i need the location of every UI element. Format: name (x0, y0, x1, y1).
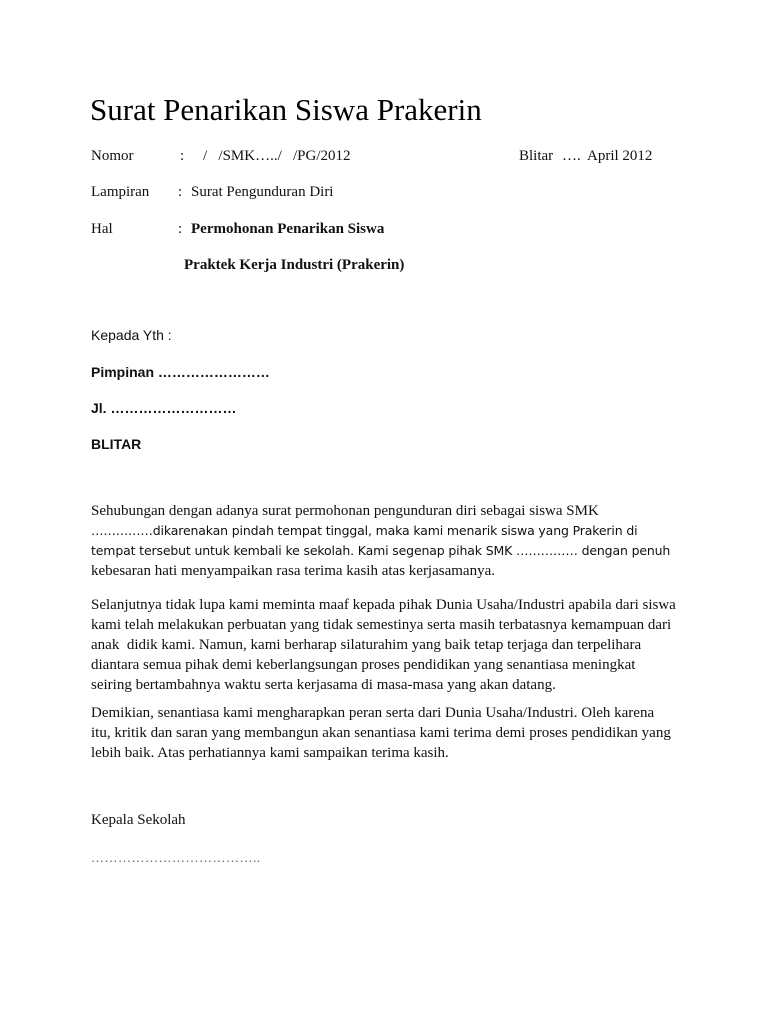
recipient-city: BLITAR (91, 436, 142, 452)
nomor-value: / /SMK…../ /PG/2012 (203, 148, 351, 164)
signature-name-placeholder: ……………………………….. (91, 850, 261, 865)
recipient-address (91, 398, 236, 419)
hal-subject-line1: Permohonan Penarikan Siswa (191, 221, 385, 237)
paragraph-2-line-3: anak didik kami. Namun, kami berharap silaturahim yang baik tetap terjaga dan terpelihara (91, 637, 642, 653)
place-city: Blitar (519, 148, 554, 164)
body-paragraph-1 (91, 501, 691, 581)
nomor-label: Nomor (91, 148, 134, 164)
body-paragraph-2 (91, 595, 691, 695)
paragraph-1-line-3-dots: …………… (515, 543, 578, 558)
page-title: Surat Penarikan Siswa Prakerin (90, 92, 482, 127)
recipient-pimpinan (91, 362, 270, 383)
paragraph-1-line-4: kebesaran hati menyampaikan rasa terima kasih atas kerjasamanya. (91, 563, 495, 579)
paragraph-2-line-5: seiring bertambahnya waktu serta kerjasama di masa-masa yang akan datang. (91, 677, 556, 693)
hal-separator: : (178, 221, 183, 237)
paragraph-3-line-3: lebih baik. Atas perhatiannya kami sampaikan terima kasih. (91, 745, 449, 761)
paragraph-1-line-2 (91, 521, 691, 541)
paragraph-1-line-2-dots: …………… (91, 523, 153, 538)
recipient-address-text: Jl. ……………………… (91, 400, 237, 416)
signature-role: Kepala Sekolah (91, 812, 186, 828)
lampiran-separator: : (178, 184, 183, 200)
recipient-pimpinan-text: Pimpinan …………………… (91, 364, 270, 380)
paragraph-1-line-3-text-a: tempat tersebut untuk kembali ke sekolah. Kami segenap pihak SMK (91, 543, 513, 558)
paragraph-1-line-2-text: dikarenakan pindah tempat tinggal, maka kami menarik siswa yang Prakerin di (152, 523, 638, 538)
paragraph-1-line-1: Sehubungan dengan adanya surat permohonan pengunduran diri sebagai siswa SMK (91, 503, 599, 519)
paragraph-1-line-3 (91, 541, 691, 561)
paragraph-2-line-2: kami telah melakukan perbuatan yang tidak semestinya serta masih terbatasnya kemampuan dari (91, 617, 672, 633)
lampiran-label: Lampiran (91, 184, 150, 200)
paragraph-1-line-3-text-b: dengan penuh (581, 543, 671, 558)
paragraph-3-line-1: Demikian, senantiasa kami mengharapkan peran serta dari Dunia Usaha/Industri. Oleh karena (91, 705, 655, 721)
paragraph-2-line-4: diantara semua pihak demi keberlangsungan proses pendidikan yang senantiasa meningkat (91, 657, 636, 673)
letter-date: April 2012 (587, 148, 653, 164)
nomor-separator: : (180, 148, 185, 164)
hal-label: Hal (91, 221, 113, 237)
place-date-dots: …. (562, 148, 581, 164)
recipient-greeting: Kepada Yth : (91, 327, 172, 343)
paragraph-2-line-1: Selanjutnya tidak lupa kami meminta maaf kepada pihak Dunia Usaha/Industri apabila dari siswa (91, 597, 676, 613)
lampiran-value: Surat Pengunduran Diri (191, 184, 334, 200)
paragraph-3-line-2: itu, kritik dan saran yang membangun akan senantiasa kami terima demi proses pendidikan yang (91, 725, 671, 741)
hal-subject-line2: Praktek Kerja Industri (Prakerin) (184, 257, 405, 273)
body-paragraph-3 (91, 703, 691, 763)
